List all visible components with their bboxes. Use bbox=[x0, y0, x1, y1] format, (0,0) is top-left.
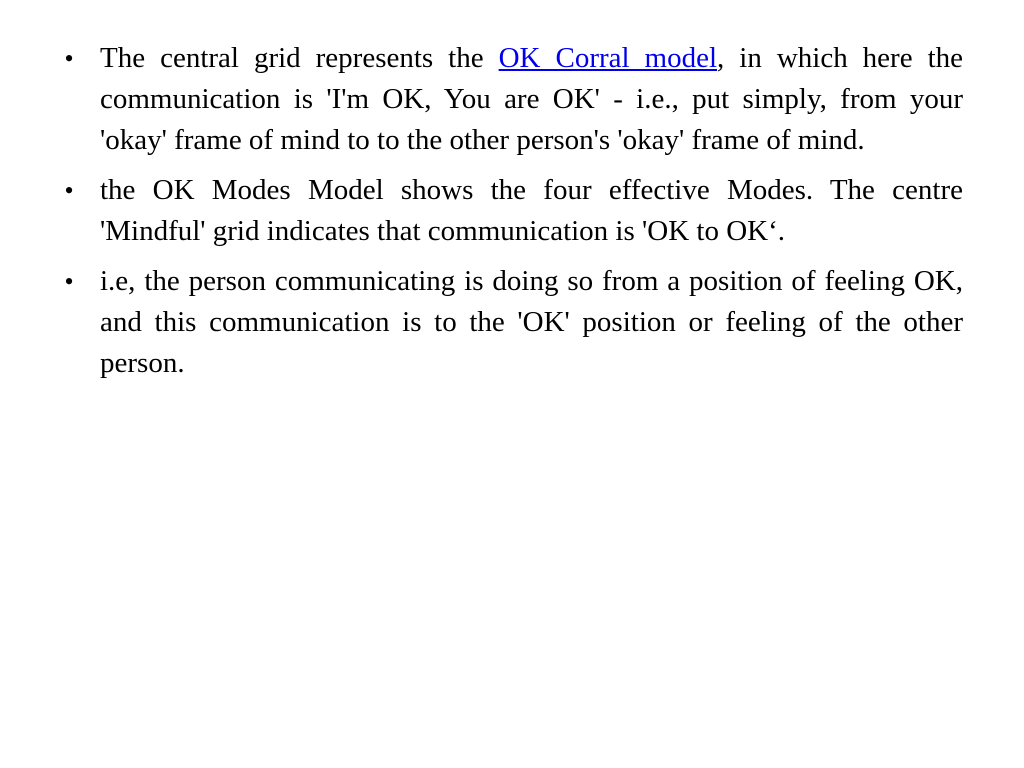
bullet-list bbox=[59, 38, 963, 393]
bullet-marker: • bbox=[64, 176, 74, 205]
bullet-text: i.e, the person communicating is doing so from a position of feeling OK, and this communication is to the 'OK' position or feeling of the other person. bbox=[100, 265, 963, 379]
bullet-item-ok-corral bbox=[59, 38, 963, 161]
bullet-item-ok-modes bbox=[59, 170, 963, 252]
bullet-text: , in which here the communication is 'I'm OK, You are OK' - i.e., put simply, from your 'okay' frame of mind to to the other person's 'okay' frame of mind. bbox=[100, 42, 963, 156]
bullet-text: the OK Modes Model shows the four effective Modes. The centre 'Mindful' grid indicates that communication is 'OK to OK‘. bbox=[100, 174, 963, 247]
ok-corral-model-link[interactable]: OK Corral model bbox=[498, 42, 718, 74]
bullet-text: The central grid represents the bbox=[100, 42, 499, 74]
bullet-item-position bbox=[59, 261, 963, 384]
bullet-marker: • bbox=[64, 267, 74, 296]
bullet-marker: • bbox=[64, 44, 74, 73]
